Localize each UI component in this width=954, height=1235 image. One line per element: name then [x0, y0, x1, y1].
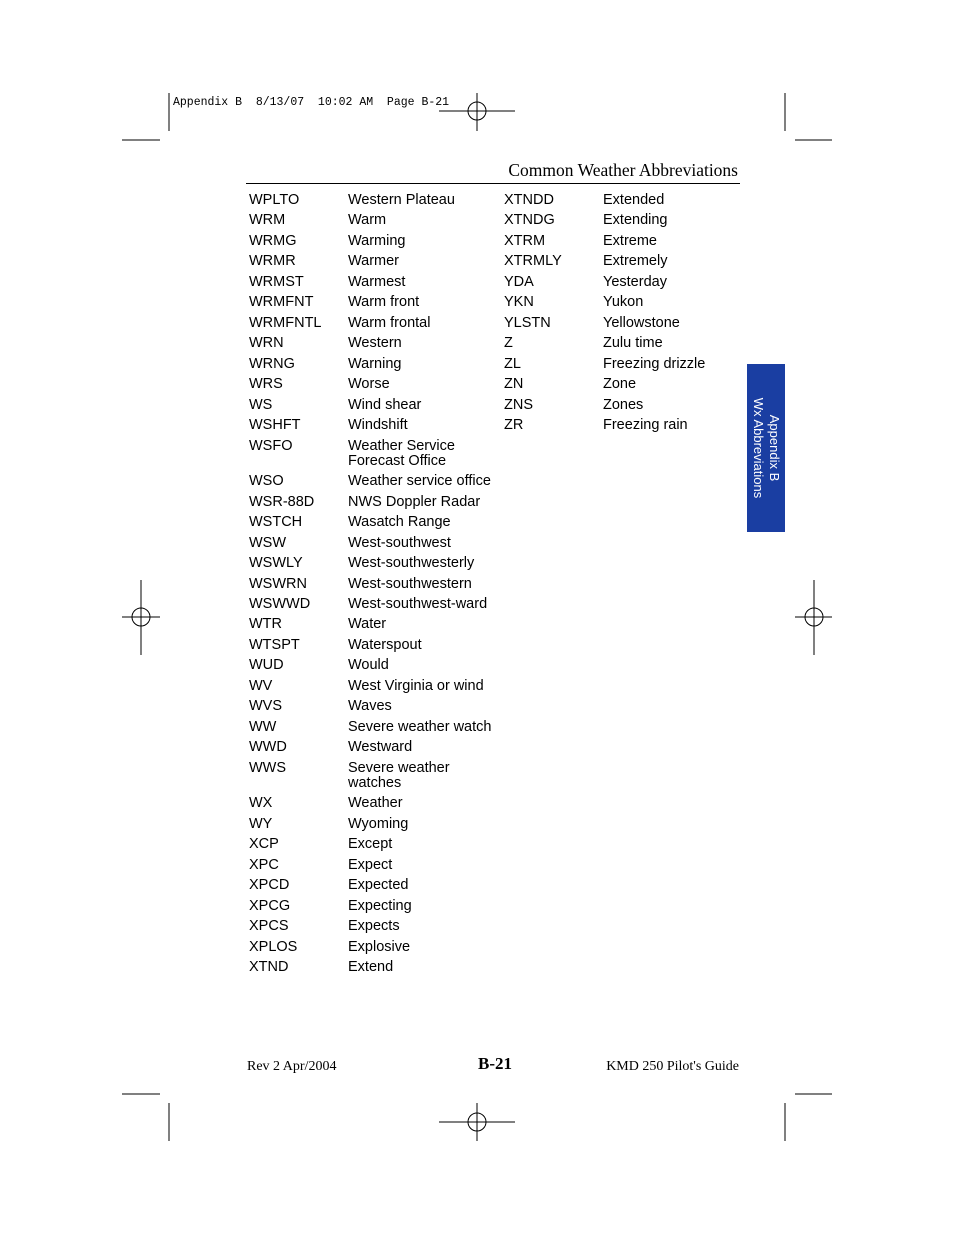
abbreviation-row: [249, 899, 498, 914]
abbreviation-code: WSFO: [249, 437, 293, 454]
abbreviation-code: ZL: [504, 355, 521, 372]
abbreviation-meaning: Extremely: [603, 253, 668, 270]
abbreviation-row: [249, 878, 498, 893]
abbreviation-row: [249, 597, 498, 612]
abbreviation-meaning: Extended: [603, 192, 665, 208]
abbreviation-meaning: Severe weather watches: [348, 759, 450, 791]
abbreviation-code: WV: [249, 677, 273, 694]
abbreviation-code: XPCS: [249, 918, 289, 935]
abbreviation-meaning: Warmest: [348, 273, 406, 290]
abbreviation-row: [249, 679, 498, 694]
abbreviation-code: WSO: [249, 473, 284, 490]
abbreviation-row: [249, 536, 498, 551]
abbreviation-meaning: Weather: [348, 795, 403, 812]
abbreviation-meaning: Warm front: [348, 294, 420, 311]
abbreviation-code: WY: [249, 815, 273, 832]
abbreviation-row: [249, 960, 498, 975]
abbreviation-row: [249, 556, 498, 571]
abbreviation-code: WSTCH: [249, 514, 303, 531]
abbreviation-row: [249, 357, 498, 372]
section-tab-label: [750, 398, 782, 498]
abbreviation-code: YDA: [504, 273, 534, 290]
abbreviation-code: XCP: [249, 836, 279, 853]
abbreviation-code: WRM: [249, 212, 286, 229]
abbreviation-meaning: Zones: [603, 396, 644, 413]
abbreviation-meaning: Zulu time: [603, 335, 663, 352]
abbreviation-row: [249, 940, 498, 955]
abbreviation-row: [504, 316, 743, 331]
abbreviation-meaning: Western: [348, 335, 402, 352]
abbreviation-meaning: Westward: [348, 739, 413, 756]
abbreviation-meaning: Waterspout: [348, 636, 422, 653]
abbreviation-row: [249, 577, 498, 592]
abbreviation-code: XTNDD: [504, 192, 554, 208]
footer-guide-title: KMD 250 Pilot's Guide: [606, 1059, 739, 1074]
abbreviation-code: WX: [249, 795, 273, 812]
abbreviation-meaning: Expected: [348, 877, 409, 894]
abbreviation-code: XPCG: [249, 897, 291, 914]
page-number: B-21: [478, 1054, 512, 1073]
abbreviation-code: XPLOS: [249, 938, 298, 955]
abbreviation-meaning: NWS Doppler Radar: [348, 493, 481, 510]
abbreviation-meaning: Warm: [348, 212, 387, 229]
abbreviation-row: [249, 495, 498, 510]
abbreviation-code: WVS: [249, 698, 283, 715]
abbreviation-code: ZNS: [504, 396, 533, 413]
print-slug: Appendix B 8/13/07 10:02 AM Page B-21: [173, 96, 450, 109]
abbreviation-code: WRS: [249, 376, 283, 393]
abbreviation-meaning: Yellowstone: [603, 314, 680, 331]
abbreviation-code: WSWRN: [249, 575, 307, 592]
abbreviation-meaning: Expects: [348, 918, 400, 935]
abbreviation-row: [249, 254, 498, 269]
abbreviation-meaning: Warning: [348, 355, 402, 372]
abbreviation-code: WRNG: [249, 355, 295, 372]
section-tab: [747, 364, 785, 532]
abbreviation-code: WRMFNT: [249, 294, 314, 311]
abbreviation-meaning: West-southwest: [348, 534, 451, 551]
abbreviation-meaning: Wind shear: [348, 396, 422, 413]
abbreviation-code: XTND: [249, 959, 289, 976]
abbreviation-row: [249, 515, 498, 530]
abbreviation-row: [504, 357, 743, 372]
registration-mark-bottom: [439, 1103, 515, 1141]
abbreviation-row: [504, 254, 743, 269]
abbreviation-meaning: West-southwest-ward: [348, 596, 488, 612]
abbreviation-code: WUD: [249, 657, 284, 674]
abbreviation-meaning: Yukon: [603, 294, 644, 311]
abbreviation-meaning: Would: [348, 657, 389, 674]
header-rule: [246, 183, 740, 184]
abbreviation-code: WSW: [249, 534, 287, 551]
abbreviation-code: WTSPT: [249, 636, 300, 653]
abbreviation-meaning: Western Plateau: [348, 192, 455, 208]
abbreviation-code: WRMST: [249, 273, 304, 290]
abbreviation-meaning: Worse: [348, 376, 390, 393]
abbreviation-code: WS: [249, 396, 273, 413]
abbreviation-row: [504, 193, 743, 208]
abbreviation-meaning: Severe weather watch: [348, 718, 492, 735]
abbreviation-code: ZN: [504, 376, 524, 393]
abbreviation-code: XTRM: [504, 232, 546, 249]
abbreviation-meaning: Explosive: [348, 938, 411, 955]
section-tab-line-2: Wx Abbreviations: [751, 397, 766, 499]
abbreviation-meaning: Wyoming: [348, 815, 409, 832]
abbreviation-row: [504, 234, 743, 249]
abbreviation-row: [249, 740, 498, 755]
abbreviation-meaning: Warmer: [348, 253, 400, 270]
abbreviation-row: [249, 796, 498, 811]
abbreviation-code: XTNDG: [504, 212, 555, 229]
registration-mark-left: [122, 580, 160, 655]
abbreviation-meaning: Yesterday: [603, 273, 667, 290]
abbreviation-row: [504, 377, 743, 392]
abbreviation-meaning: Extreme: [603, 232, 657, 249]
abbreviation-code: Z: [504, 335, 513, 352]
abbreviation-code: YKN: [504, 294, 534, 311]
abbreviation-code: WRMFNTL: [249, 314, 322, 331]
abbreviation-row: [504, 398, 743, 413]
abbreviation-meaning: West-southwesterly: [348, 555, 475, 572]
abbreviation-code: WWD: [249, 739, 287, 756]
abbreviation-code: WRMG: [249, 232, 297, 249]
abbreviation-meaning: Water: [348, 616, 387, 633]
abbreviation-row: [249, 213, 498, 228]
abbreviation-meaning: Warm frontal: [348, 314, 431, 331]
page-title: Common Weather Abbreviations: [508, 160, 738, 180]
abbreviation-row: [249, 398, 498, 413]
abbreviation-meaning: Extend: [348, 959, 394, 976]
abbreviation-row: [504, 336, 743, 351]
abbreviation-column-1: [249, 193, 498, 981]
abbreviation-code: WSR-88D: [249, 493, 315, 510]
abbreviation-meaning: Except: [348, 836, 393, 853]
abbreviation-meaning: Expecting: [348, 897, 412, 914]
abbreviation-code: WSHFT: [249, 417, 301, 434]
abbreviation-row: [249, 858, 498, 873]
abbreviation-row: [249, 817, 498, 832]
abbreviation-meaning: Wasatch Range: [348, 514, 451, 531]
abbreviation-row: [249, 336, 498, 351]
abbreviation-code: WRMR: [249, 253, 296, 270]
abbreviation-code: WTR: [249, 616, 283, 633]
abbreviation-code: WW: [249, 718, 277, 735]
abbreviation-meaning: Freezing rain: [603, 417, 688, 434]
abbreviation-row: [249, 316, 498, 331]
abbreviation-row: [249, 474, 498, 489]
abbreviation-row: [249, 617, 498, 632]
abbreviation-code: XTRMLY: [504, 253, 562, 270]
abbreviation-meaning: West-southwestern: [348, 575, 472, 592]
abbreviation-meaning: Expect: [348, 856, 393, 873]
registration-mark-top: [439, 93, 515, 131]
abbreviation-row: [249, 439, 498, 469]
abbreviation-row: [249, 193, 498, 208]
abbreviation-row: [249, 638, 498, 653]
abbreviation-code: XPC: [249, 856, 279, 873]
abbreviation-meaning: Warming: [348, 232, 406, 249]
abbreviation-code: WWS: [249, 759, 287, 776]
abbreviation-row: [249, 275, 498, 290]
abbreviation-row: [249, 234, 498, 249]
abbreviation-code: WSWLY: [249, 555, 303, 572]
abbreviation-row: [249, 699, 498, 714]
abbreviation-meaning: West Virginia or wind: [348, 677, 484, 694]
abbreviation-row: [504, 213, 743, 228]
footer-revision: Rev 2 Apr/2004: [247, 1059, 337, 1074]
abbreviation-meaning: Windshift: [348, 417, 408, 434]
abbreviation-row: [249, 919, 498, 934]
abbreviation-code: YLSTN: [504, 314, 551, 331]
abbreviation-meaning: Weather Service Forecast Office: [348, 437, 455, 469]
abbreviation-meaning: Weather service office: [348, 473, 491, 490]
abbreviation-code: WSWWD: [249, 596, 311, 612]
registration-mark-right: [795, 580, 832, 655]
abbreviation-code: WPLTO: [249, 192, 300, 208]
abbreviation-meaning: Waves: [348, 698, 392, 715]
abbreviation-meaning: Extending: [603, 212, 668, 229]
abbreviation-meaning: Zone: [603, 376, 637, 393]
abbreviation-meaning: Freezing drizzle: [603, 355, 706, 372]
abbreviation-row: [504, 275, 743, 290]
abbreviation-row: [504, 418, 743, 433]
abbreviation-row: [249, 418, 498, 433]
abbreviation-code: ZR: [504, 417, 524, 434]
section-tab-line-1: Appendix B: [767, 414, 782, 482]
abbreviation-row: [249, 761, 498, 791]
abbreviation-row: [249, 720, 498, 735]
abbreviation-code: XPCD: [249, 877, 290, 894]
abbreviation-row: [249, 837, 498, 852]
abbreviation-column-2: [504, 193, 743, 439]
abbreviation-row: [504, 295, 743, 310]
abbreviation-row: [249, 377, 498, 392]
abbreviation-code: WRN: [249, 335, 284, 352]
abbreviation-row: [249, 295, 498, 310]
abbreviation-row: [249, 658, 498, 673]
